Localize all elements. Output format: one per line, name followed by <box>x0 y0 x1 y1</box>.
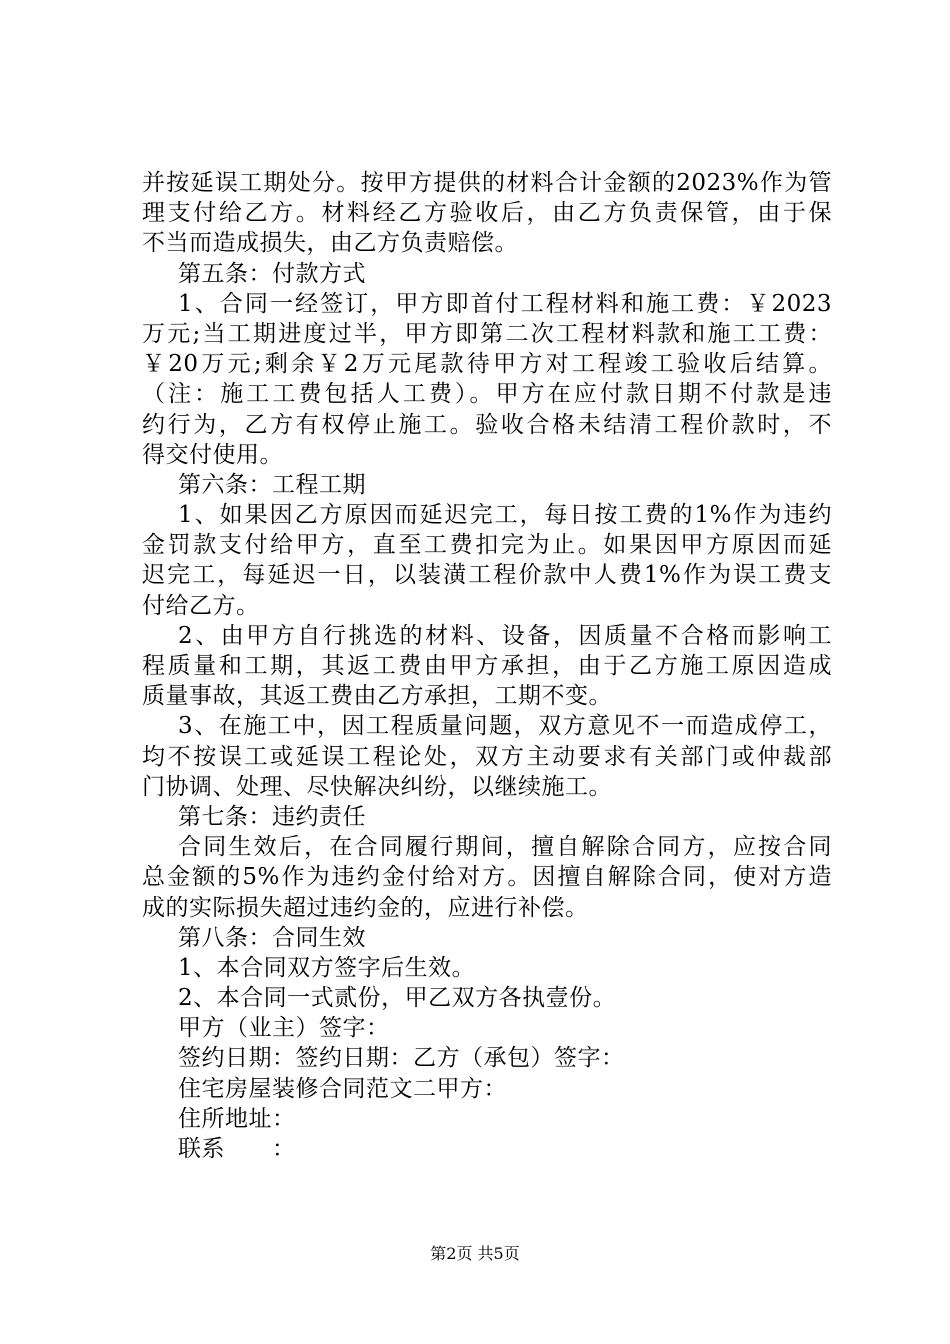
text-line: 2、由甲方自行挑选的材料、设备，因质量不合格而影响工 <box>178 622 832 649</box>
text-line: 不当而造成损失，由乙方负责赔偿。 <box>142 230 518 257</box>
text-line: 均不按误工或延误工程论处，双方主动要求有关部门或仲裁部 <box>142 743 832 770</box>
text-line: 程质量和工期，其返工费由甲方承担，由于乙方施工原因造成 <box>142 653 832 679</box>
text-line: 迟完工，每延迟一日，以装潢工程价款中人费1%作为误工费支 <box>142 562 832 589</box>
text-line: 金罚款支付给甲方，直至工费扣完为止。如果因甲方原因而延 <box>142 532 832 559</box>
text-line: 约行为，乙方有权停止施工。验收合格未结清工程价款时，不 <box>142 411 832 438</box>
text-line: 理支付给乙方。材料经乙方验收后，由乙方负责保管，由于保 <box>142 200 832 227</box>
page-footer: 第2页 共5页 <box>430 1244 520 1263</box>
text-line: 第五条：付款方式 <box>178 260 366 287</box>
text-line: 住宅房屋装修合同范文二甲方： <box>178 1075 507 1102</box>
text-line: 甲方（业主）签字： <box>178 1015 390 1042</box>
text-line: 住所地址： <box>178 1105 296 1132</box>
text-line: 第六条：工程工期 <box>178 471 366 498</box>
text-line: 付给乙方。 <box>142 592 260 619</box>
text-line: 总金额的5%作为违约金付给对方。因擅自解除合同，使对方造 <box>142 864 832 891</box>
text-line: 质量事故，其返工费由乙方承担，工期不变。 <box>142 683 612 710</box>
text-line: 门协调、处理、尽快解决纠纷，以继续施工。 <box>142 773 612 800</box>
text-line: ￥20万元;剩余￥2万元尾款待甲方对工程竣工验收后结算。 <box>142 351 832 378</box>
text-line: 成的实际损失超过违约金的，应进行补偿。 <box>142 894 589 921</box>
document-body <box>142 168 832 1164</box>
text-line: 3、在施工中，因工程质量问题，双方意见不一而造成停工， <box>178 713 832 740</box>
text-line: 得交付使用。 <box>142 441 283 468</box>
text-line: 1、本合同双方签字后生效。 <box>178 954 476 981</box>
text-line: 万元;当工期进度过半，甲方即第二次工程材料款和施工工费： <box>142 320 832 347</box>
text-line: 1、如果因乙方原因而延迟完工，每日按工费的1%作为违约 <box>178 502 832 529</box>
text-line: 第八条：合同生效 <box>178 924 366 951</box>
text-line: 1、合同一经签订，甲方即首付工程材料和施工费：￥2023 <box>178 290 832 317</box>
text-line: 并按延误工期处分。按甲方提供的材料合计金额的2023%作为管 <box>142 170 832 196</box>
text-line: 合同生效后，在合同履行期间，擅自解除合同方，应按合同 <box>178 834 832 861</box>
text-line: 第七条：违约责任 <box>178 803 366 830</box>
text-line: 联系 ： <box>178 1136 296 1162</box>
text-line: 签约日期：签约日期：乙方（承包）签字： <box>178 1045 625 1072</box>
text-line: 2、本合同一式贰份，甲乙双方各执壹份。 <box>178 985 617 1012</box>
text-line: （注：施工工费包括人工费）。甲方在应付款日期不付款是违 <box>142 381 832 408</box>
